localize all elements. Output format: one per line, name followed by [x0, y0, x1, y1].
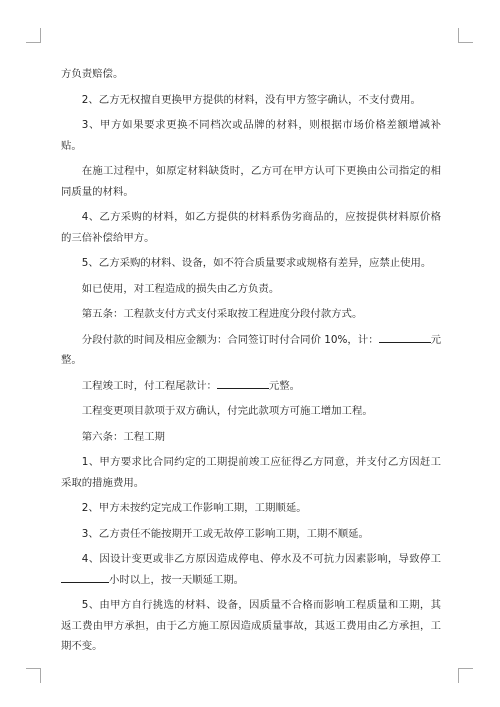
- final-payment-suffix: 元整。: [268, 379, 301, 392]
- paragraph-loss-responsibility: 如已使用，对工程造成的损失由乙方负责。: [81, 282, 280, 295]
- stoppage-hours-blank: [61, 570, 85, 583]
- schedule-4-suffix: 小时以上，按一天顺延工期。: [109, 573, 245, 586]
- paragraph-clause-4: 4、乙方采购的材料，如乙方提供的材料系伪劣商品的，应按提供材料原价格的三倍补偿给甲方。: [61, 211, 441, 244]
- paragraph-change-order: 工程变更项目款项于双方确认，付完此款项方可施工增加工程。: [81, 405, 373, 417]
- crop-mark-top-left: [26, 28, 41, 43]
- paragraph-installment-payment: [61, 330, 441, 371]
- paragraph-schedule-1: 1、甲方要求比合同约定的工期提前竣工应征得乙方同意，并支付乙方因赶工采取的措施费用。: [61, 456, 441, 489]
- paragraph-clause-5: 5、乙方采购的材料、设备，如不符合质量要求或规格有差异，应禁止使用。: [81, 257, 432, 269]
- paragraph-schedule-5: 5、由甲方自行挑选的材料、设备，因质量不合格而影响工程质量和工期，其返工费由甲方承担，由于乙方施工原因造成质量事故，其返工费用由乙方承担，工期不变。: [61, 599, 441, 652]
- installment-suffix: 元整。: [61, 333, 441, 366]
- paragraph-schedule-3: 3、乙方责任不能按期开工或无故停工影响工期，工期不顺延。: [81, 527, 369, 540]
- final-payment-amount-blank: [217, 376, 269, 389]
- crop-mark-top-right: [458, 28, 473, 43]
- crop-mark-bottom-left: [26, 668, 41, 683]
- installment-text: 分段付款的时间及相应金额为：合同签订时付合同价 10%，计：: [81, 333, 379, 346]
- installment-amount-blank: [379, 330, 431, 343]
- paragraph-schedule-2: 2、甲方未按约定完成工作影响工期，工期顺延。: [81, 502, 307, 514]
- paragraph-clause-3: 3、甲方如果要求更换不同档次或品牌的材料，则根据市场价格差额增减补贴。: [61, 119, 441, 152]
- crop-mark-bottom-right: [458, 668, 473, 683]
- paragraph-material-shortage: 在施工过程中，如原定材料缺货时，乙方可在甲方认可下更换由公司指定的相同质量的材料。: [61, 165, 441, 198]
- paragraph-schedule-4: [61, 549, 441, 590]
- stoppage-hours-blank-continued: [85, 570, 109, 583]
- paragraph-continuation: 方负责赔偿。: [61, 68, 124, 80]
- schedule-4-text: 4、因设计变更或非乙方原因造成停电、停水及不可抗力因素影响，导致停工: [81, 553, 441, 565]
- paragraph-article-5: 第五条：工程款支付方式支付采取按工程进度分段付款方式。: [81, 308, 363, 320]
- paragraph-final-payment: [61, 376, 441, 397]
- paragraph-article-6-heading: 第六条：工程工期: [81, 430, 165, 443]
- document-body: [61, 64, 441, 662]
- paragraph-clause-2: 2、乙方无权擅自更换甲方提供的材料，没有甲方签字确认，不支付费用。: [81, 93, 421, 106]
- final-payment-text: 工程竣工时，付工程尾款计：: [81, 379, 217, 392]
